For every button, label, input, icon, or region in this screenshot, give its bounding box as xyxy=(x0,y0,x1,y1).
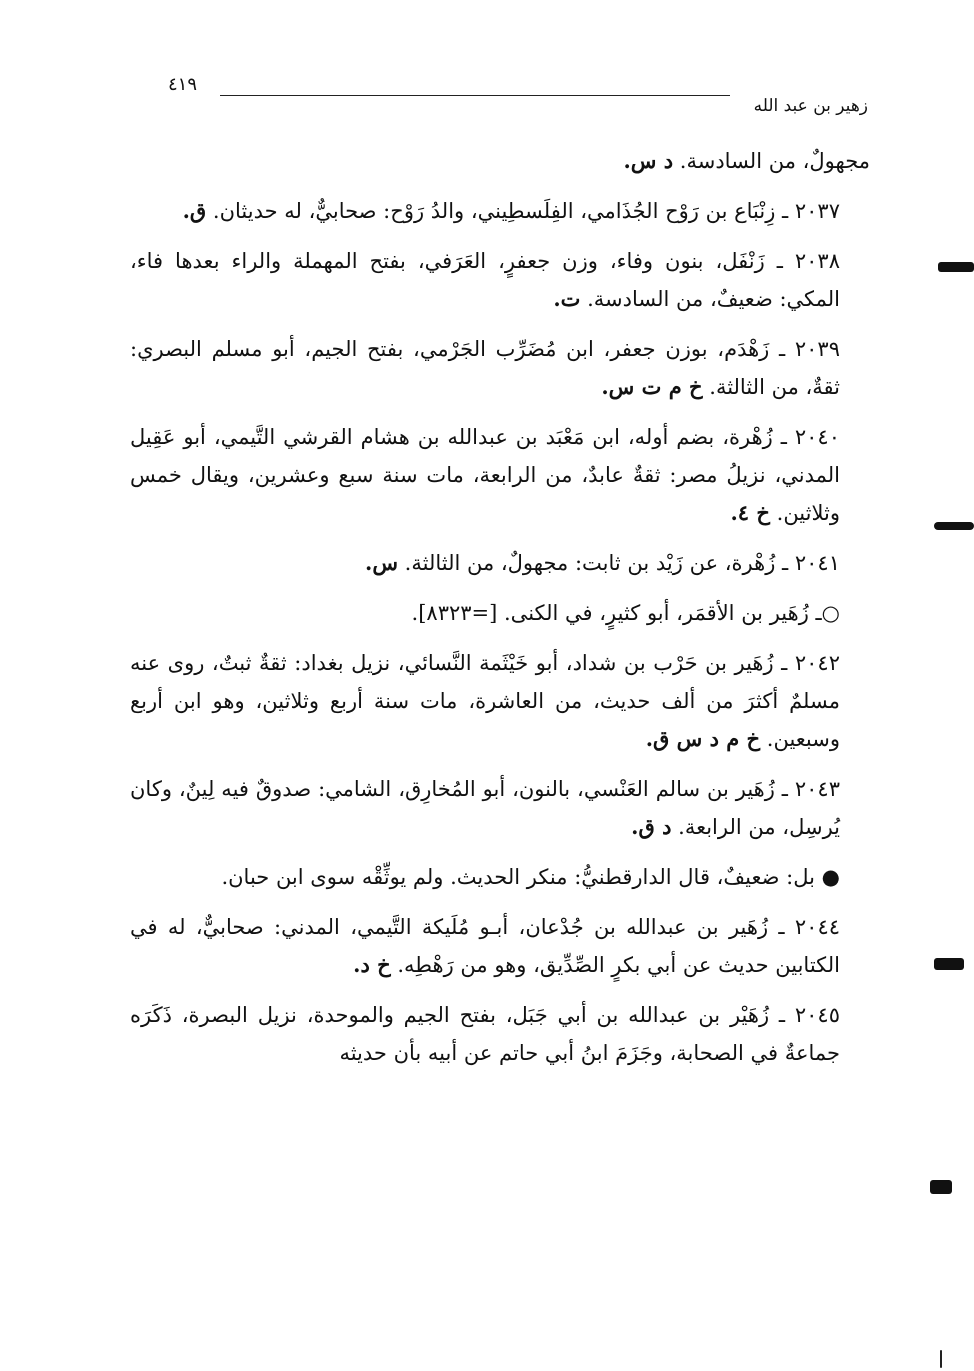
book-codes: س. xyxy=(365,550,398,575)
margin-mark xyxy=(930,1180,952,1194)
header-rule xyxy=(220,95,730,96)
page-number: ٤١٩ xyxy=(168,74,198,95)
book-codes: ت. xyxy=(553,286,581,311)
entry-text: ٢٠٤١ ـ زُهْرة، عن زَيْد بن ثابت: مجهولٌ، من الثالثة. xyxy=(404,551,840,575)
entry-text: ٢٠٣٩ ـ زَهْدَم، بوزن جعفر، ابن مُضَرِّب الجَرْمي، بفتح الجيم، أبو مسلم البصري: ثقةٌ، من الثالثة. xyxy=(130,337,840,399)
entry-text: ○ـ زُهَير بن الأقمَر، أبو كثيرٍ، في الكنى. [=٨٣٢٣]. xyxy=(411,601,840,625)
entry-2037 xyxy=(130,192,870,230)
entry-text: ٢٠٤٠ ـ زُهْرة، بضم أوله، ابن مَعْبَد بن عبدالله بن هشام القرشي التَّيمي، أبو عَقِيل المدني، نزيلُ مصر: ثقةٌ عابدٌ، من الرابعة، مات سنة سبع وعشرين، ويقال خمس وثلاثين. xyxy=(130,425,840,525)
entry-2043 xyxy=(130,770,870,846)
entry-text: بل: ضعيفٌ، قال الدارقطنيُّ: منكر الحديث. ولم يوثِّقْه سوى ابن حبان. xyxy=(221,865,815,889)
running-header xyxy=(168,70,868,122)
entry-2045 xyxy=(130,996,870,1072)
entry-text: ٢٠٣٧ ـ زِنْبَاع بن رَوْح الجُذَامي، الفِلَسطِيني، والدُ رَوْح: صحابيٌّ، له حديثان. xyxy=(212,199,840,223)
book-codes: خ م ت س. xyxy=(601,374,703,399)
running-title: زهير بن عبد الله xyxy=(753,96,868,116)
entry-text: ٢٠٤٤ ـ زُهَير بن عبدالله بن جُدْعان، أبـو مُلَيكة التَّيمي، المدني: صحابيٌّ، له في الكتابين حديث عن أبي بكرٍ الصِّدِّيق، وهو من رَهْطِه. xyxy=(130,915,841,977)
entry-text: ٢٠٣٨ ـ زَنْفَل، بنون وفاء، وزن جعفرٍ، العَرَفي، بفتح المهملة والراء بعدها فاء، المكي: ضعيفٌ، من السادسة. xyxy=(130,249,840,311)
margin-mark xyxy=(934,958,964,970)
book-codes: خ ٤. xyxy=(730,500,770,525)
bullet-icon: ● xyxy=(821,864,840,889)
entry-2039 xyxy=(130,330,870,406)
entry-2041 xyxy=(130,544,870,582)
margin-mark xyxy=(938,262,974,272)
entry-2044 xyxy=(130,908,870,984)
book-codes: د ق. xyxy=(631,814,672,839)
book-codes: خ د. xyxy=(353,952,391,977)
entry-editor-note xyxy=(130,858,870,896)
entry-2038 xyxy=(130,242,870,318)
margin-mark xyxy=(934,522,974,530)
entry-2040 xyxy=(130,418,870,532)
book-codes: خ م د س ق. xyxy=(645,726,761,751)
entry-text: ٢٠٤٥ ـ زُهَيْر بن عبدالله بن أبي جَبَل، بفتح الجيم والموحدة، نزيل البصرة، ذَكَرَه جماعةٌ في الصحابة، وجَزَمَ ابنُ أبي حاتم عن أبيه بأن حديثه xyxy=(130,1003,840,1065)
entry-text: مجهولٌ، من السادسة. xyxy=(679,149,870,173)
entry-text: ٢٠٤٣ ـ زُهَير بن سالم العَنْسي، بالنون، أبو المُخارِق، الشامي: صدوقٌ فيه لِينٌ، وكان يُرسِل، من الرابعة. xyxy=(130,777,840,839)
entry-cross-reference xyxy=(130,594,870,632)
entry-continuation xyxy=(130,142,870,180)
entries-text xyxy=(130,142,870,1072)
book-codes: ق. xyxy=(182,198,207,223)
entry-text: ٢٠٤٢ ـ زُهَير بن حَرْب بن شداد، أبو خَيْثَمة النَّسائي، نزيل بغداد: ثقةٌ ثبتٌ، روى عنه مسلمٌ أكثرَ من ألف حديث، من العاشرة، مات سنة أربع وثلاثين، وهو ابن أربع وسبعين. xyxy=(130,651,840,751)
book-codes: د س. xyxy=(623,148,674,173)
entry-2042 xyxy=(130,644,870,758)
margin-tick xyxy=(940,1350,942,1368)
